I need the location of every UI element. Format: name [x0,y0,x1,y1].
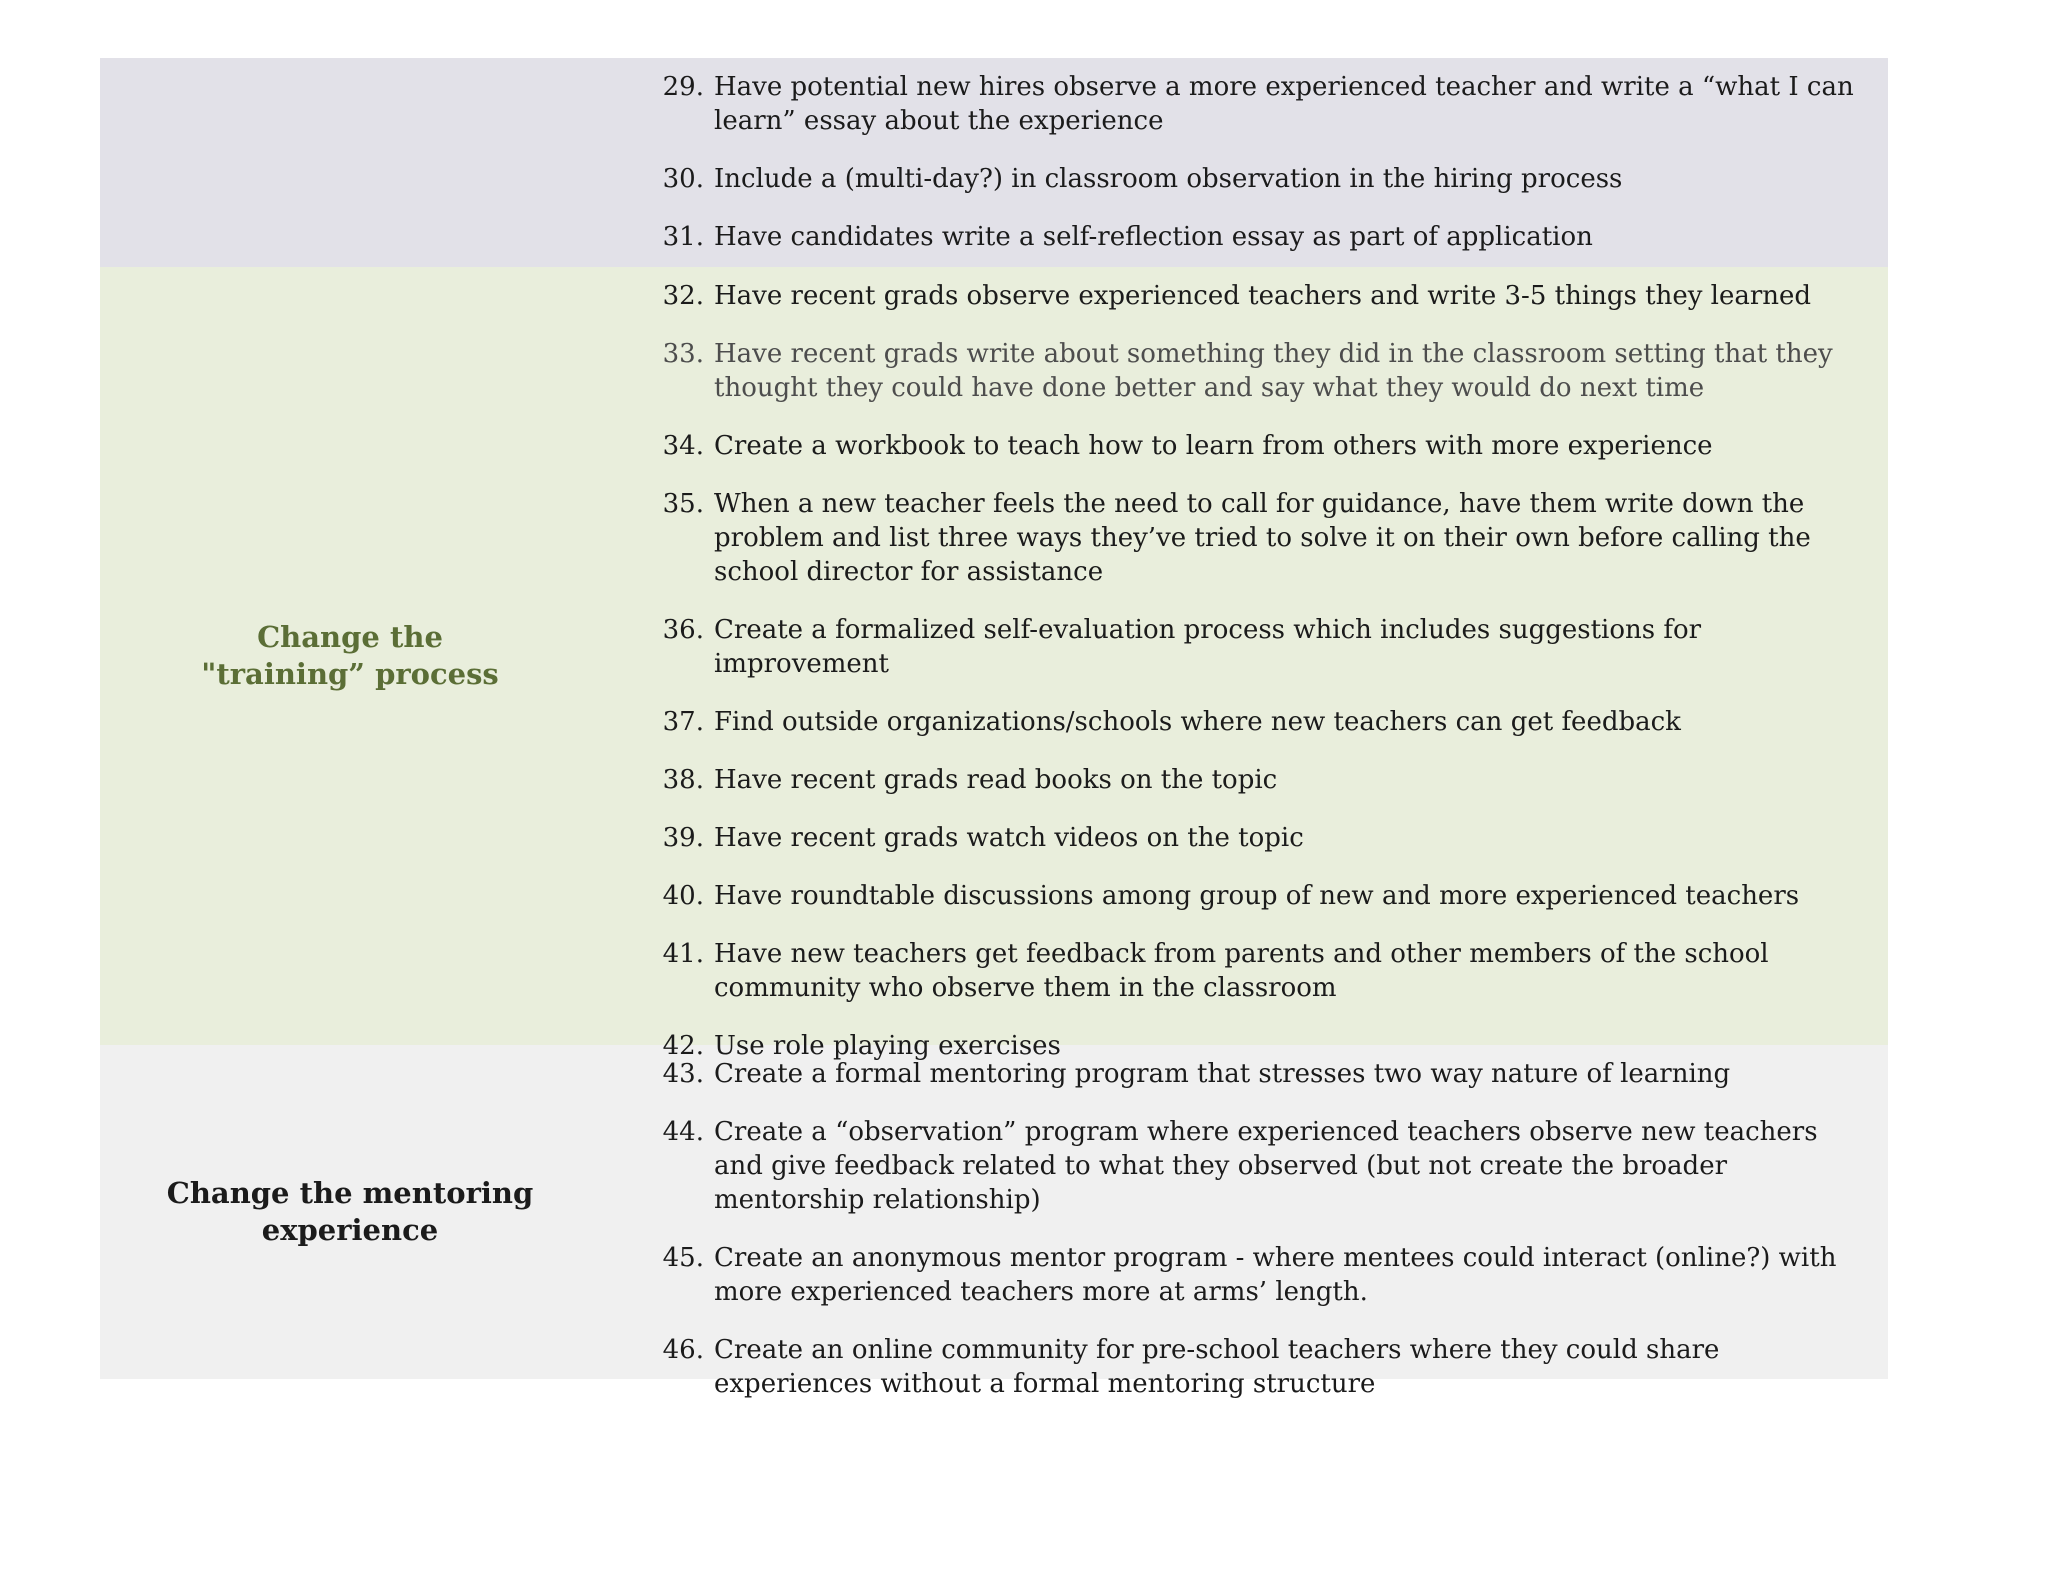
item-text: Have candidates write a self-reflection essay as part of application [714,222,1593,252]
item-text: Have roundtable discussions among group of new and more experienced teachers [714,881,1800,911]
list-item [654,1057,1872,1091]
item-number: 44. [662,1117,704,1147]
item-text: Create a formalized self-evaluation process which includes suggestions for improvement [714,615,1702,679]
section-label-line: Change the [257,620,443,654]
list-item [654,162,1872,196]
list-item [654,1115,1872,1217]
item-number: 40. [662,881,704,911]
item-text: Find outside organizations/schools where new teachers can get feedback [714,707,1681,737]
item-text: Have new teachers get feedback from parents and other members of the school community who observe them in the classroom [714,939,1769,1003]
item-text: Create an anonymous mentor program - where mentees could interact (online?) with more experienced teachers more at arms’ length. [714,1243,1837,1307]
section-label-empty [100,58,600,267]
section-training [100,267,1888,1061]
section-mentoring [100,1045,1888,1399]
item-text: Include a (multi-day?) in classroom observation in the hiring process [714,164,1623,194]
item-number: 42. [662,1031,704,1061]
list-item [654,220,1872,254]
item-number: 41. [662,939,704,969]
item-text: Create a “observation” program where experienced teachers observe new teachers and give feedback related to what they observed (but not create the broader mentorship relationship) [714,1117,1818,1215]
strategy-table [100,58,1888,1399]
item-number: 46. [662,1335,704,1365]
section-label-mentoring [100,1045,600,1379]
list-item [654,337,1872,405]
item-number: 29. [662,72,704,102]
section-label-line: "training” process [201,657,499,691]
list-item [654,487,1872,589]
item-number: 38. [662,765,704,795]
list-item [654,70,1872,138]
item-text: Have recent grads write about something they did in the classroom setting that they thought they could have done better and say what they would do next time [714,339,1833,403]
item-number: 31. [662,222,704,252]
section-label-training [100,267,600,1045]
item-number: 39. [662,823,704,853]
section-label-line: experience [261,1213,439,1247]
item-number: 45. [662,1243,704,1273]
section-items [600,1045,1888,1399]
list-item [654,429,1872,463]
item-text: Have recent grads read books on the topic [714,765,1278,795]
item-number: 37. [662,707,704,737]
list-item [654,879,1872,913]
item-text: Create a workbook to teach how to learn from others with more experience [714,431,1713,461]
item-text: Have recent grads watch videos on the topic [714,823,1304,853]
item-text: Have potential new hires observe a more experienced teacher and write a “what I can learn” essay about the experience [714,72,1854,136]
section-items [600,58,1888,267]
item-number: 34. [662,431,704,461]
item-number: 36. [662,615,704,645]
item-text: Use role playing exercises [714,1031,1061,1061]
item-number: 35. [662,489,704,519]
list-item [654,937,1872,1005]
item-number: 30. [662,164,704,194]
item-number: 32. [662,281,704,311]
list-item [654,1333,1872,1401]
list-item [654,1241,1872,1309]
section-hiring [100,58,1888,267]
section-label-line: Change the mentoring [166,1176,534,1210]
list-item [654,763,1872,797]
item-number: 33. [662,339,704,369]
list-item [654,279,1872,313]
item-text: Create an online community for pre-school teachers where they could share experiences without a formal mentoring structure [714,1335,1720,1399]
list-item [654,705,1872,739]
section-items [600,267,1888,1061]
item-number: 43. [662,1059,704,1089]
item-text: Create a formal mentoring program that stresses two way nature of learning [714,1059,1731,1089]
list-item [654,821,1872,855]
item-text: Have recent grads observe experienced teachers and write 3-5 things they learned [714,281,1812,311]
item-text: When a new teacher feels the need to call for guidance, have them write down the problem and list three ways they’ve tried to solve it on their own before calling the school director for assistance [714,489,1811,587]
list-item [654,613,1872,681]
